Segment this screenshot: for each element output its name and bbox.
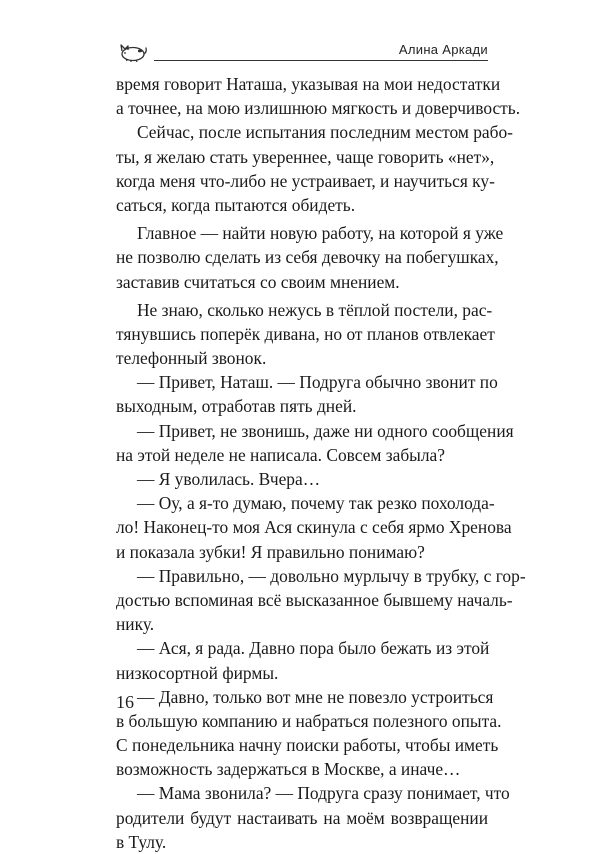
text-line: в Тулу. [116,831,167,852]
text-line: нику. [116,614,155,635]
text-line: возможность задержаться в Москве, а иначе… [116,759,461,780]
body-text [116,72,526,854]
text-line: С понедельника начну поиски работы, чтобы иметь [116,735,499,756]
text-line: выходным, отработав пять дней. [116,396,357,417]
text-line: родители будут настаивать на моём возвращении [116,807,488,828]
header-rule [154,60,488,61]
page-number: 16 [116,692,134,712]
text-line: Сейчас, после испытания последним местом рабо- [137,122,513,143]
text-line: Не знаю, сколько нежусь в тёплой постели, рас- [137,299,493,320]
text-line: Главное — найти новую работу, на которой я уже [137,223,504,244]
text-line: — Привет, Наташ. — Подруга обычно звонит по [137,372,498,393]
text-line: телефонный звонок. [116,348,267,369]
text-line: на этой неделе не написала. Совсем забыла? [116,444,445,465]
text-line: — Я уволилась. Вчера… [137,469,321,489]
text-line: — Ася, я рада. Давно пора было бежать из этой [137,638,490,659]
author-name: Алина Аркади [398,42,488,57]
running-header [116,40,488,64]
text-line: заставив считаться со своим мнением. [116,271,400,292]
text-line: — Оу, а я-то думаю, почему так резко похолода- [137,493,495,514]
text-line: ты, я желаю стать увереннее, чаще говорить «нет», [116,146,495,167]
text-line: низкосортной фирмы. [116,662,279,683]
text-line: — Привет, не звонишь, даже ни одного сообщения [137,420,514,441]
text-line: когда меня что-либо не устраивает, и научиться ку- [116,170,495,191]
text-line: тянувшись поперёк дивана, но от планов отвлекает [116,323,495,344]
text-line: достью вспоминая всё высказанное бывшему началь- [116,589,513,610]
text-line: в большую компанию и набраться полезного опыта. [116,710,502,731]
text-line: — Правильно, — довольно мурлычу в трубку, с гор- [137,565,526,586]
text-line: ло! Наконец-то моя Ася скинула с себя ярмо Хренова [116,517,512,538]
text-line: — Давно, только вот мне не повезло устроиться [137,686,494,707]
text-line: не позволю сделать из себя девочку на побегушках, [116,247,499,268]
text-line: и показала зубки! Я правильно понимаю? [116,541,425,562]
text-line: время говорит Наташа, указывая на мои недостатки [116,74,501,94]
text-line: саться, когда пытаются обидеть. [116,194,356,215]
text-line: — Мама звонила? — Подруга сразу понимает, что [137,783,510,804]
cat-ornament-icon [116,42,148,62]
text-line: а точнее, на мою излишнюю мягкость и доверчивость. [116,98,521,119]
